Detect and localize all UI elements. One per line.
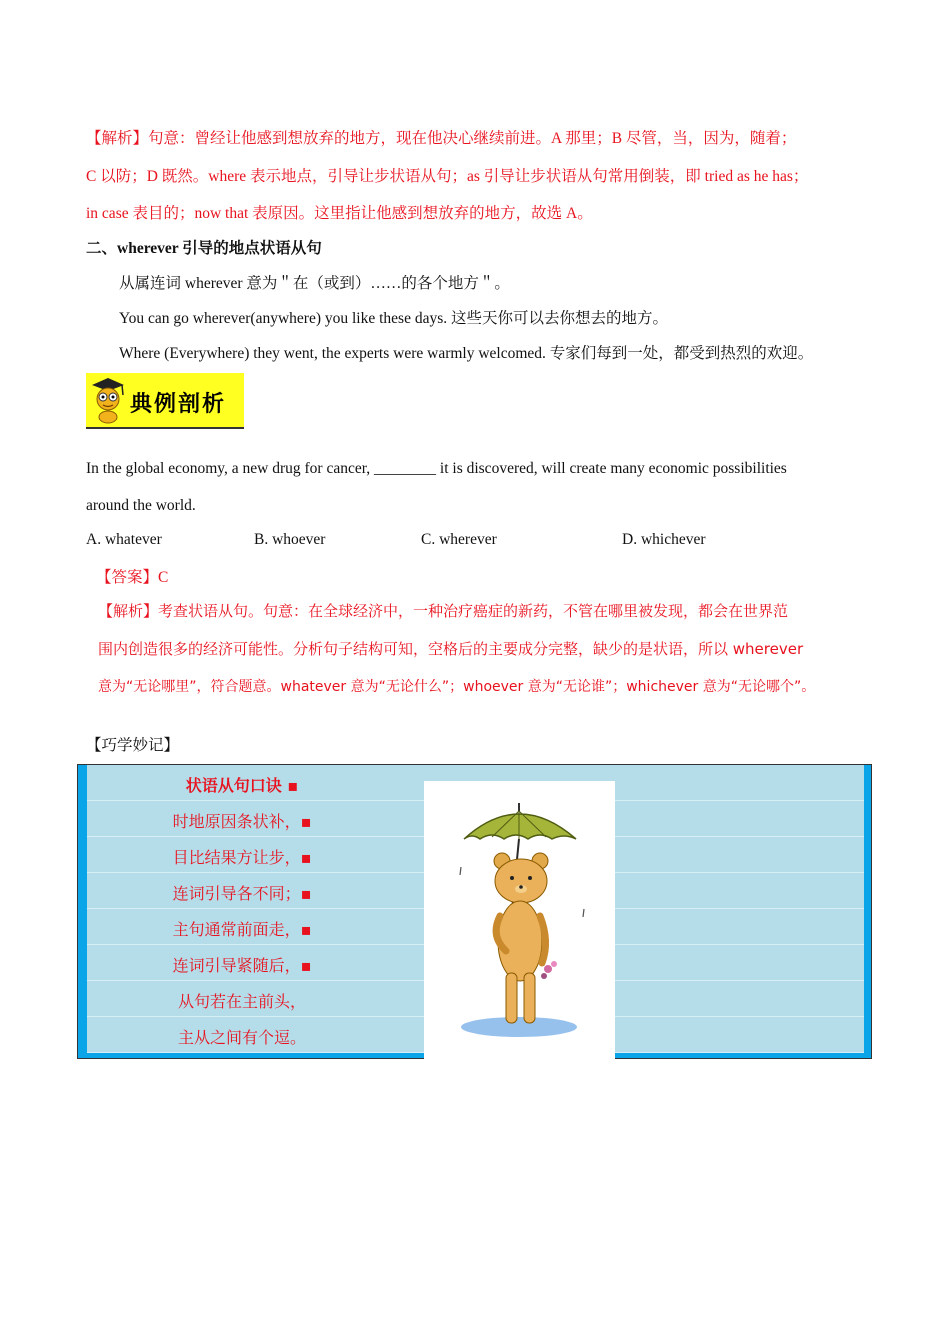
option-d: D. whichever	[622, 531, 706, 548]
answer-analysis-line-2: 围内创造很多的经济可能性。分析句子结构可知，空格后的主要成分完整，缺少的是状语，所以 wherever	[98, 640, 804, 658]
answer-analysis-line-1: 【解析】考查状语从句。句意：在全球经济中，一种治疗癌症的新药，不管在哪里被发现，都会在世界范	[98, 602, 789, 620]
option-c: C. wherever	[421, 531, 497, 548]
banner-label: 典例剖析	[130, 391, 227, 417]
option-a: A. whatever	[86, 531, 162, 548]
mnemonic-row: 连词引导各不同；▪	[172, 884, 312, 903]
answer-label: 【答案】C	[96, 569, 169, 586]
mnemonic-row: 状语从句口诀 ▪	[185, 776, 299, 795]
analysis-line-3: in case 表目的；now that 表原因。这里指让他感到想放弃的地方，故选 A。	[86, 205, 593, 222]
mnemonic-heading: 【巧学妙记】	[86, 737, 180, 754]
mnemonic-row: 主从之间有个逗。	[177, 1028, 306, 1047]
mnemonic-row: 主句通常前面走，▪	[172, 920, 312, 939]
mnemonic-row: 连词引导紧随后，▪	[172, 956, 312, 975]
mnemonic-row: 从句若在主前头，	[177, 992, 306, 1011]
scholar-mascot-icon	[88, 375, 128, 425]
question-line-1: In the global economy, a new drug for cancer, ________ it is discovered, will create many economic possibilities	[86, 460, 787, 477]
section-line-2: You can go wherever(anywhere) you like these days. 这些天你可以去你想去的地方。	[119, 310, 669, 327]
analysis-line-1: 【解析】句意：曾经让他感到想放弃的地方，现在他决心继续前进。A 那里；B 尽管，当，因为，随着；	[86, 130, 797, 147]
answer-analysis-line-3: 意为“无论哪里”，符合题意。whatever 意为“无论什么”；whoever 意为“无论谁”；whichever 意为“无论哪个”。	[98, 679, 816, 695]
option-b: B. whoever	[254, 531, 326, 548]
example-banner	[86, 373, 244, 429]
section-heading: 二、wherever 引导的地点状语从句	[86, 240, 322, 257]
question-line-2: around the world.	[86, 497, 196, 514]
bear-umbrella-icon	[424, 781, 615, 1059]
section-line-3: Where (Everywhere) they went, the experts were warmly welcomed. 专家们每到一处，都受到热烈的欢迎。	[119, 345, 814, 362]
mnemonic-row: 时地原因条状补，▪	[172, 812, 312, 831]
mnemonic-row: 目比结果方让步，▪	[172, 848, 312, 867]
analysis-line-2: C 以防；D 既然。where 表示地点，引导让步状语从句；as 引导让步状语从句常用倒装，即 tried as he has；	[86, 168, 809, 185]
section-line-1: 从属连词 wherever 意为＂在（或到）……的各个地方＂。	[119, 275, 510, 292]
bear-umbrella-illustration	[424, 781, 615, 1059]
